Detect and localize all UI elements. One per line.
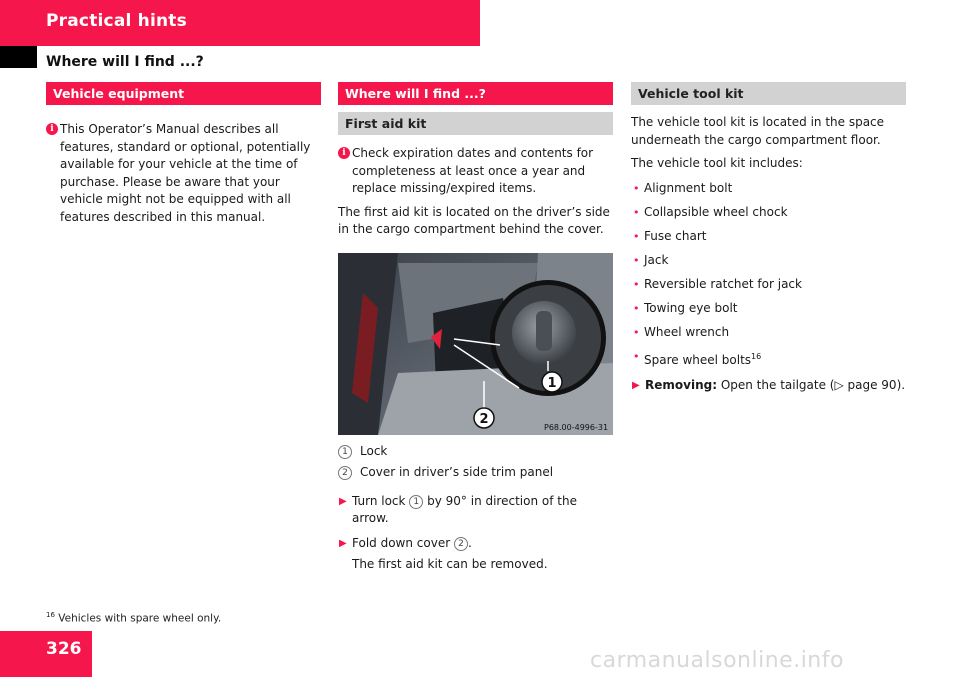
step-turn-lock — [338, 493, 613, 528]
step-fold-cover — [338, 535, 613, 553]
first-aid-info — [338, 145, 613, 198]
legend-label: Cover in driver’s side trim panel — [360, 464, 554, 479]
list-item-text: Wheel wrench — [644, 324, 730, 339]
where-find-heading: Where will I find ...? — [338, 82, 613, 105]
action-arrow-icon: ▶ — [339, 495, 347, 507]
section-title: Where will I find ...? — [46, 54, 204, 70]
list-item — [631, 348, 906, 369]
list-item-text: Spare wheel bolts — [644, 352, 752, 367]
action-arrow-icon: ▶ — [339, 537, 347, 549]
tool-kit-includes: The vehicle tool kit includes: — [631, 156, 803, 170]
step-text: . — [467, 535, 472, 550]
list-item — [631, 228, 906, 245]
footnote — [46, 611, 221, 625]
cargo-photo-illustration — [338, 253, 613, 435]
photo-code: P68.00-4996-31 — [544, 422, 609, 432]
list-item-text: Towing eye bolt — [644, 300, 738, 315]
bullet-icon: • — [633, 325, 640, 339]
info-icon: i — [46, 123, 58, 135]
list-item-text: Reversible ratchet for jack — [644, 276, 802, 291]
list-item — [631, 252, 906, 269]
legend — [338, 443, 613, 481]
removing-text: Open the tailgate (▷ page 90). — [717, 377, 906, 392]
list-item — [631, 276, 906, 293]
step-text: by 90° in direction of the arrow. — [352, 493, 577, 525]
page-number: 326 — [46, 639, 82, 659]
legend-label: Lock — [360, 443, 388, 458]
header-tab — [0, 46, 37, 68]
tool-kit-location: The vehicle tool kit is located in the space underneath the cargo compartment floor. — [631, 115, 885, 147]
first-aid-heading: First aid kit — [338, 112, 613, 135]
action-arrow-icon: ▶ — [632, 379, 640, 391]
info-text: This Operator’s Manual describes all features, standard or optional, potentially available for your vehicle at the time of purchase. Please be aware that your vehicle might not be equipped with all features described in this manual. — [60, 122, 311, 224]
column-tool-kit — [631, 82, 906, 394]
tool-kit-heading: Vehicle tool kit — [631, 82, 906, 105]
chapter-title: Practical hints — [46, 11, 187, 31]
info-note — [46, 121, 321, 226]
tool-kit-list — [631, 180, 906, 369]
info-icon: i — [338, 147, 350, 159]
list-item-text: Jack — [644, 252, 669, 267]
bullet-icon: • — [633, 277, 640, 291]
bullet-icon: • — [633, 253, 640, 267]
list-item — [631, 300, 906, 317]
bullet-icon: • — [633, 301, 640, 315]
bullet-icon: • — [633, 181, 640, 195]
footnote-number: 16 — [46, 611, 55, 619]
bullet-icon: • — [633, 205, 640, 219]
legend-item — [338, 464, 613, 481]
footnote-text: Vehicles with spare wheel only. — [54, 612, 222, 625]
cargo-compartment-photo — [338, 253, 613, 435]
list-item — [631, 180, 906, 197]
list-item — [631, 204, 906, 221]
lock-ref: 1 — [409, 495, 423, 509]
cover-ref: 2 — [454, 537, 468, 551]
first-aid-location: The first aid kit is located on the driver’s side in the cargo compartment behind the cover. — [338, 204, 610, 236]
step-text: Turn lock — [352, 493, 410, 508]
bullet-icon: • — [633, 229, 640, 243]
removing-label: Removing: — [645, 377, 717, 392]
footnote-ref: 16 — [751, 351, 762, 361]
column-vehicle-equipment — [46, 82, 321, 226]
callout-1: 1 — [547, 375, 557, 391]
callout-2: 2 — [479, 411, 489, 427]
watermark: carmanualsonline.info — [590, 648, 844, 673]
legend-number: 1 — [338, 445, 352, 459]
list-item — [631, 324, 906, 341]
first-aid-info-text: Check expiration dates and contents for completeness at least once a year and replace missing/expired items. — [352, 146, 594, 195]
removing-step — [631, 377, 906, 395]
list-item-text: Fuse chart — [644, 228, 707, 243]
step-result: The first aid kit can be removed. — [352, 557, 548, 571]
column-where-find — [338, 82, 613, 574]
legend-item — [338, 443, 613, 460]
legend-number: 2 — [338, 466, 352, 480]
step-text: Fold down cover — [352, 535, 454, 550]
vehicle-equipment-heading: Vehicle equipment — [46, 82, 321, 105]
list-item-text: Collapsible wheel chock — [644, 204, 788, 219]
list-item-text: Alignment bolt — [644, 180, 733, 195]
bullet-icon: • — [633, 349, 640, 363]
